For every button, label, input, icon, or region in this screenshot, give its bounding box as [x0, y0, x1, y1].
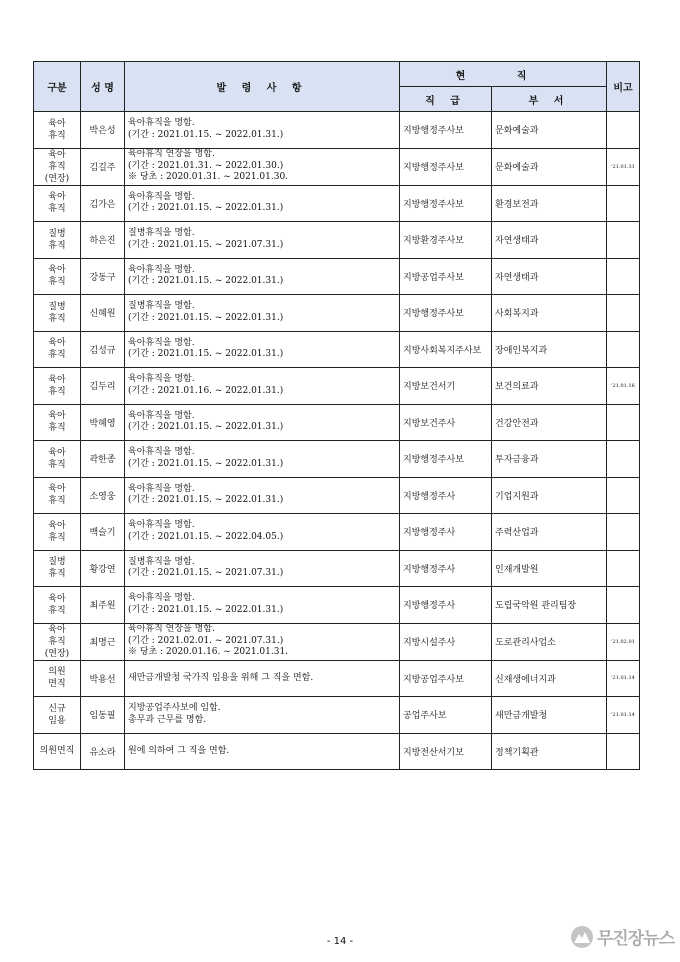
order-cell: 육아휴직을 명함. (기간 : 2021.01.15. ~ 2022.01.31.) [125, 587, 400, 624]
grade-cell: 공업주사보 [400, 697, 492, 734]
note-cell [607, 514, 640, 551]
order-cell: 육아휴직을 명함. (기간 : 2021.01.15. ~ 2022.01.31.) [125, 441, 400, 478]
note-cell [607, 295, 640, 332]
dept-cell: 자연생태과 [492, 258, 607, 295]
order-cell: 질병휴직을 명함. (기간 : 2021.01.15. ~ 2021.07.31.) [125, 550, 400, 587]
category-cell: 육아 휴직 [34, 404, 81, 441]
name-cell: 김가은 [81, 185, 125, 222]
order-cell: 육아휴직 연장을 명함. (기간 : 2021.02.01. ~ 2021.07.31.) ※ 당초 : 2020.01.16. ~ 2021.01.31. [125, 623, 400, 660]
dept-cell: 기업지원과 [492, 477, 607, 514]
category-cell: 육아 휴직 [34, 587, 81, 624]
table-row [34, 587, 640, 624]
name-cell: 하은진 [81, 222, 125, 259]
order-cell: 육아휴직을 명함. (기간 : 2021.01.15. ~ 2022.01.31.) [125, 185, 400, 222]
dept-cell: 건강안전과 [492, 404, 607, 441]
name-cell: 임동필 [81, 697, 125, 734]
note-cell [607, 587, 640, 624]
dept-cell: 사회복지과 [492, 295, 607, 332]
name-cell: 김성규 [81, 331, 125, 368]
name-cell: 박용선 [81, 660, 125, 697]
table-row [34, 295, 640, 332]
category-cell: 육아 휴직 [34, 112, 81, 149]
dept-cell: 도로관리사업소 [492, 623, 607, 660]
dept-cell: 인재개발원 [492, 550, 607, 587]
name-cell: 김두리 [81, 368, 125, 405]
header-note: 비고 [607, 62, 640, 112]
table-row [34, 514, 640, 551]
category-cell: 육아 휴직 [34, 331, 81, 368]
grade-cell: 지방행정주사 [400, 477, 492, 514]
order-cell: 육아휴직을 명함. (기간 : 2021.01.15. ~ 2022.04.05.) [125, 514, 400, 551]
table-row [34, 550, 640, 587]
grade-cell: 지방보건서기 [400, 368, 492, 405]
note-cell [607, 550, 640, 587]
table-row [34, 697, 640, 734]
name-cell: 곽한종 [81, 441, 125, 478]
header-grade: 직 급 [400, 87, 492, 112]
personnel-table [33, 61, 640, 770]
category-cell: 육아 휴직 [34, 368, 81, 405]
watermark [571, 924, 674, 949]
name-cell: 박혜영 [81, 404, 125, 441]
grade-cell: 지방공업주사보 [400, 258, 492, 295]
grade-cell: 지방행정주사보 [400, 441, 492, 478]
note-cell [607, 185, 640, 222]
name-cell: 유소라 [81, 733, 125, 770]
order-cell: 새만금개발청 국가직 임용을 위해 그 직을 면함. [125, 660, 400, 697]
dept-cell: 장애인복지과 [492, 331, 607, 368]
order-cell: 질병휴직을 명함. (기간 : 2021.01.15. ~ 2021.07.31.) [125, 222, 400, 259]
category-cell: 육아 휴직 [34, 185, 81, 222]
page-number: - 14 - [326, 936, 354, 947]
grade-cell: 지방시설주사 [400, 623, 492, 660]
note-cell [607, 733, 640, 770]
note-cell: '21.01.14 [607, 697, 640, 734]
dept-cell: 정책기획관 [492, 733, 607, 770]
note-cell: '21.02.01 [607, 623, 640, 660]
watermark-text: 무진장뉴스 [596, 929, 674, 949]
dept-cell: 문화예술과 [492, 148, 607, 185]
name-cell: 박은성 [81, 112, 125, 149]
order-cell: 육아휴직을 명함. (기간 : 2021.01.15. ~ 2022.01.31.) [125, 331, 400, 368]
note-cell [607, 404, 640, 441]
grade-cell: 지방전산서기보 [400, 733, 492, 770]
category-cell: 신규 임용 [34, 697, 81, 734]
table-row [34, 404, 640, 441]
table-row [34, 112, 640, 149]
name-cell: 황강연 [81, 550, 125, 587]
dept-cell: 신재생에너지과 [492, 660, 607, 697]
category-cell: 육아 휴직 [34, 477, 81, 514]
name-cell: 최명근 [81, 623, 125, 660]
note-cell: '21.01.16 [607, 368, 640, 405]
name-cell: 강동구 [81, 258, 125, 295]
grade-cell: 지방공업주사보 [400, 660, 492, 697]
mountain-logo-icon [571, 926, 593, 948]
note-cell [607, 258, 640, 295]
order-cell: 육아휴직을 명함. (기간 : 2021.01.15. ~ 2022.01.31.) [125, 404, 400, 441]
note-cell: '21.01.31 [607, 148, 640, 185]
table-row [34, 477, 640, 514]
category-cell: 질병 휴직 [34, 550, 81, 587]
grade-cell: 지방행정주사 [400, 587, 492, 624]
order-cell: 육아휴직 연장을 명함. (기간 : 2021.01.31. ~ 2022.01.30.) ※ 당초 : 2020.01.31. ~ 2021.01.30. [125, 148, 400, 185]
table-row [34, 441, 640, 478]
grade-cell: 지방사회복지주사보 [400, 331, 492, 368]
name-cell: 백슬기 [81, 514, 125, 551]
category-cell: 육아 휴직 [34, 441, 81, 478]
table-row [34, 733, 640, 770]
category-cell: 육아 휴직 (연장) [34, 623, 81, 660]
grade-cell: 지방환경주사보 [400, 222, 492, 259]
category-cell: 질병 휴직 [34, 222, 81, 259]
grade-cell: 지방행정주사보 [400, 112, 492, 149]
name-cell: 신혜원 [81, 295, 125, 332]
grade-cell: 지방보건주사 [400, 404, 492, 441]
order-cell: 원에 의하여 그 직을 면함. [125, 733, 400, 770]
header-current-position: 현 직 [400, 62, 607, 87]
table-row [34, 660, 640, 697]
grade-cell: 지방행정주사 [400, 550, 492, 587]
dept-cell: 주력산업과 [492, 514, 607, 551]
table-row [34, 368, 640, 405]
table-row [34, 222, 640, 259]
dept-cell: 보건의료과 [492, 368, 607, 405]
header-dept: 부 서 [492, 87, 607, 112]
table-row [34, 185, 640, 222]
table-row [34, 258, 640, 295]
table-header-row [34, 62, 640, 87]
dept-cell: 투자금융과 [492, 441, 607, 478]
name-cell: 김길주 [81, 148, 125, 185]
category-cell: 의원 면직 [34, 660, 81, 697]
name-cell: 소영웅 [81, 477, 125, 514]
dept-cell: 새만금개발청 [492, 697, 607, 734]
grade-cell: 지방행정주사보 [400, 295, 492, 332]
category-cell: 육아 휴직 [34, 258, 81, 295]
header-order: 발 령 사 항 [125, 62, 400, 112]
note-cell: '21.01.14 [607, 660, 640, 697]
note-cell [607, 222, 640, 259]
category-cell: 육아 휴직 [34, 514, 81, 551]
order-cell: 육아휴직을 명함. (기간 : 2021.01.15. ~ 2022.01.31.) [125, 112, 400, 149]
header-name: 성 명 [81, 62, 125, 112]
dept-cell: 도립국악원 관리팀장 [492, 587, 607, 624]
dept-cell: 문화예술과 [492, 112, 607, 149]
category-cell: 질병 휴직 [34, 295, 81, 332]
grade-cell: 지방행정주사 [400, 514, 492, 551]
table-row [34, 331, 640, 368]
grade-cell: 지방행정주사보 [400, 148, 492, 185]
header-category: 구분 [34, 62, 81, 112]
dept-cell: 자연생태과 [492, 222, 607, 259]
order-cell: 육아휴직을 명함. (기간 : 2021.01.15. ~ 2022.01.31.) [125, 477, 400, 514]
table-row [34, 148, 640, 185]
category-cell: 육아 휴직 (연장) [34, 148, 81, 185]
order-cell: 질병휴직을 명함. (기간 : 2021.01.15. ~ 2022.01.31.) [125, 295, 400, 332]
note-cell [607, 441, 640, 478]
note-cell [607, 331, 640, 368]
category-cell: 의원면직 [34, 733, 81, 770]
name-cell: 최주원 [81, 587, 125, 624]
note-cell [607, 112, 640, 149]
note-cell [607, 477, 640, 514]
dept-cell: 환경보전과 [492, 185, 607, 222]
order-cell: 육아휴직을 명함. (기간 : 2021.01.15. ~ 2022.01.31.) [125, 258, 400, 295]
table-row [34, 623, 640, 660]
order-cell: 육아휴직을 명함. (기간 : 2021.01.16. ~ 2022.01.31.) [125, 368, 400, 405]
order-cell: 지방공업주사보에 임함. 총무과 근무를 명함. [125, 697, 400, 734]
grade-cell: 지방행정주사보 [400, 185, 492, 222]
